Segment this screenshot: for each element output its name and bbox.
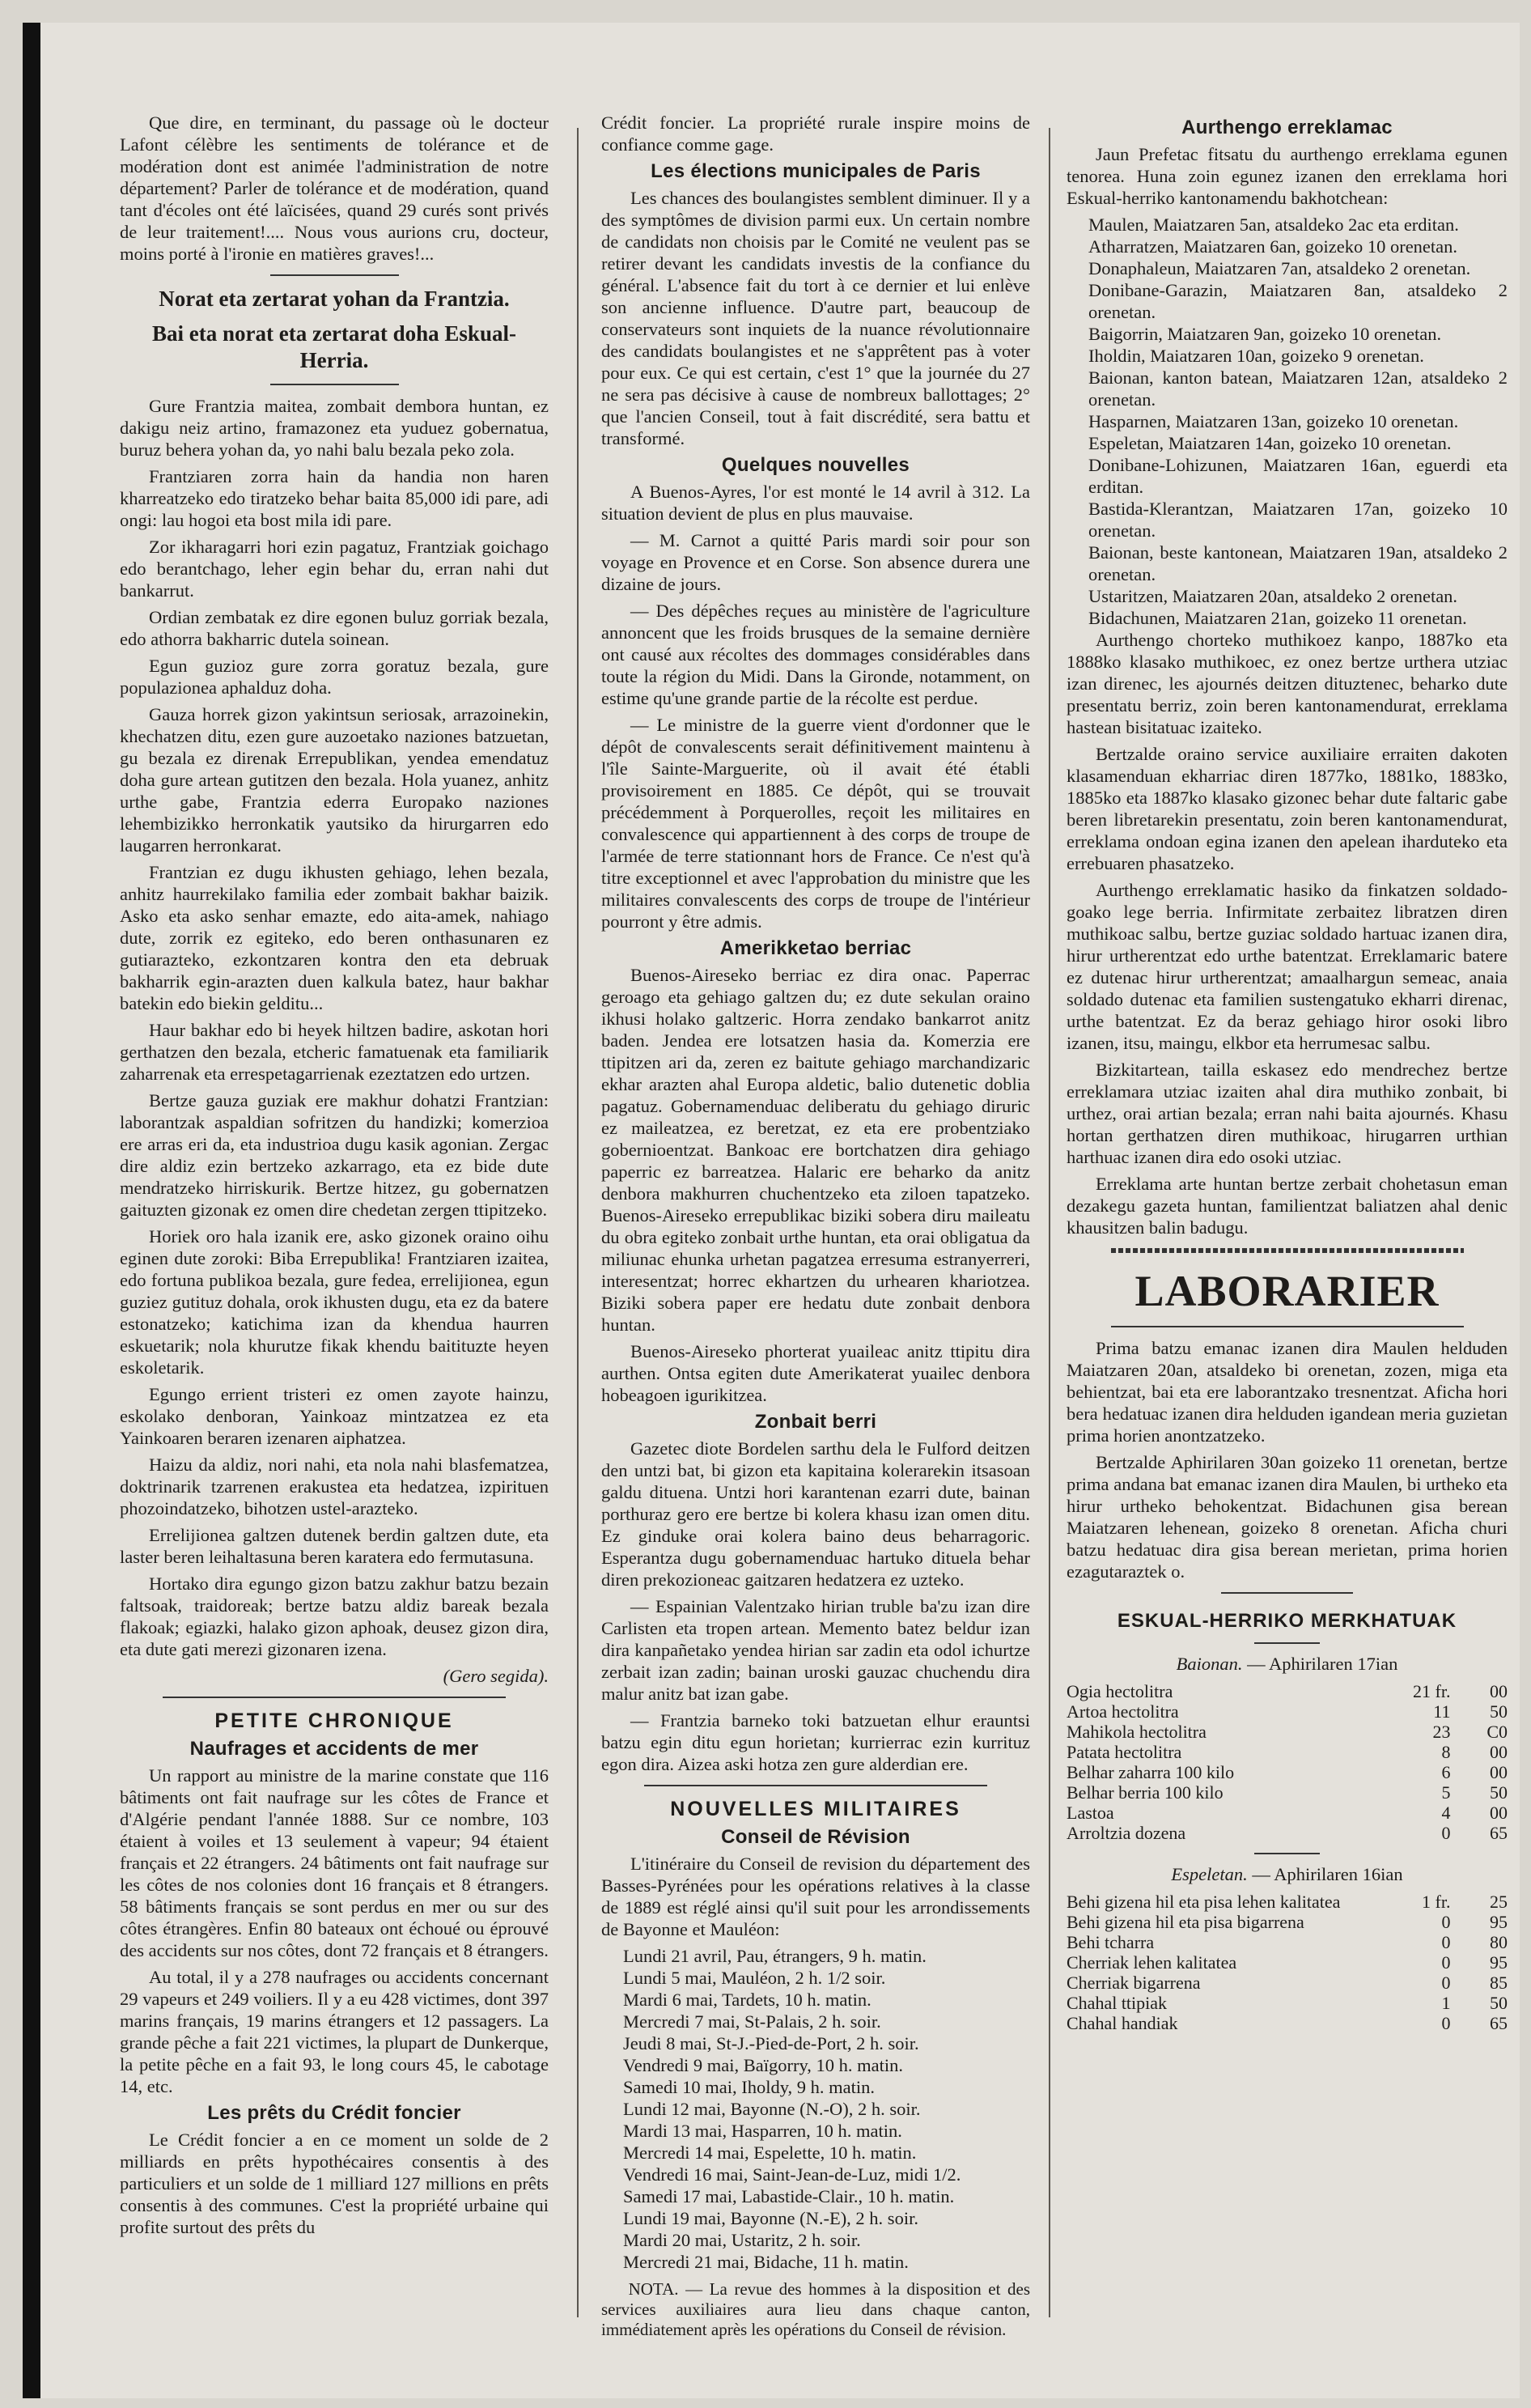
article-subtitle: Bai eta norat eta zertarat doha Eskual-Herria. bbox=[152, 321, 516, 372]
product-name: Artoa hectolitra bbox=[1067, 1701, 1179, 1722]
article-paragraph: Samedi 10 mai, Iholdy, 9 h. matin. bbox=[623, 2077, 876, 2097]
article-paragraph: Gauza horrek gizon yakintsun seriosak, arrazoinekin, khechatzen ditu, ezen gure auzoetako naziones batzuetan, gu bezala ez direnak Errepublikan, yendea emendatuz doha gure artean gutitzen den bezala. Hola yuanez, anhitz urthe gabe, Frantzia ederra Europako naziones lehembizikko herronkatik yautsiko da hirurgarren edo laugarren herronkarat. bbox=[120, 704, 549, 856]
market-place: Baionan. bbox=[1176, 1654, 1243, 1674]
article-paragraph: Buenos-Aireseko phorterat yuaileac anitz ttipitu dira aurthen. Ontsa egiten dute Amerikaterat yuailec denbora hobeagoen igurikitzea. bbox=[601, 1341, 1030, 1405]
article-paragraph: Mardi 20 mai, Ustaritz, 2 h. soir. bbox=[623, 2230, 861, 2250]
price-centimes: 00 bbox=[1490, 1803, 1508, 1823]
article-paragraph: Jaun Prefetac fitsatu du aurthengo erreklama egunen tenorea. Huna zoin egunez izanen den erreklama hori Eskual-herriko kantonamendu bakhotchean: bbox=[1067, 144, 1508, 208]
article-paragraph: Baionan, beste kantonean, Maiatzaren 19an, atsaldeko 2 orenetan. bbox=[1088, 542, 1508, 584]
column-2 bbox=[601, 112, 1030, 2350]
article-paragraph: Atharratzen, Maiatzaren 6an, goizeko 10 orenetan. bbox=[1088, 236, 1458, 257]
article-paragraph: Mercredi 21 mai, Bidache, 11 h. matin. bbox=[623, 2252, 909, 2272]
price-centimes: 25 bbox=[1490, 1892, 1508, 1912]
itinerary-list bbox=[601, 1945, 1030, 2273]
article-title: Les élections municipales de Paris bbox=[651, 160, 981, 182]
separator bbox=[1254, 1853, 1321, 1854]
article-paragraph: Aurthengo chorteko muthikoez kanpo, 1887ko eta 1888ko klasako muthikoec, ez onez bertze urthera utziac izan direnec, les ajournés deitzen dituztenec, beharko dute presentatu berriz, zoin beren kantonamendurat, erreklama hastean bisitatuac izaiteko. bbox=[1067, 630, 1508, 737]
price-centimes: 85 bbox=[1490, 1973, 1508, 1993]
article-paragraph: Mardi 6 mai, Tardets, 10 h. matin. bbox=[623, 1990, 872, 2010]
article-paragraph: Baionan, kanton batean, Maiatzaren 12an, atsaldeko 2 orenetan. bbox=[1088, 367, 1508, 410]
column-1 bbox=[120, 112, 549, 2350]
price-centimes: 95 bbox=[1490, 1912, 1508, 1932]
price-francs: 1 bbox=[1441, 1993, 1451, 2013]
article-title: Naufrages et accidents de mer bbox=[189, 1738, 479, 1760]
article-paragraph: Haur bakhar edo bi heyek hiltzen badire, askotan hori gerthatzen den bezala, etcheric famatuenak eta familiarik zaharrenak eta errespetagarrienak ezeztatzen edo urtzen. bbox=[120, 1020, 549, 1084]
separator bbox=[163, 1697, 506, 1698]
article-body bbox=[1067, 629, 1508, 1238]
article-paragraph: — Des dépêches reçues au ministère de l'agriculture annoncent que les froids brusques de la semaine dernière ont causé aux récoltes des dommages considérables dans toute la région du Midi. Dans la Gironde, notamment, on estime qu'une grande partie de la récolte est perdue. bbox=[601, 601, 1030, 708]
article-paragraph: — M. Carnot a quitté Paris mardi soir pour son voyage en Provence et en Corse. Son absence durera une dizaine de jours. bbox=[601, 530, 1030, 594]
article-paragraph: Au total, il y a 278 naufrages ou accidents concernant 29 vapeurs et 249 voiliers. Il y a eu 428 victimes, dont 397 marins français, 19 marins étrangers et 12 passagers. La grande pêche a fait 221 victimes, la plupart de Dunkerque, la petite pêche en a fait 93, le long cours 45, le cabotage 14, etc. bbox=[120, 1967, 549, 2096]
product-name: Chahal ttipiak bbox=[1067, 1993, 1168, 2013]
article-paragraph: Le Crédit foncier a en ce moment un solde de 2 milliards en prêts hypothécaires consentis à des particuliers et un solde de 1 milliard 127 millions en prêts consentis à des communes. C'est la propriété urbaine qui profite surtout des prêts du bbox=[120, 2130, 549, 2237]
article-paragraph: Lundi 5 mai, Mauléon, 2 h. 1/2 soir. bbox=[623, 1968, 886, 1988]
article-paragraph: Buenos-Aireseko berriac ez dira onac. Paperrac geroago eta gehiago galtzen du; ez dute sekulan oraino ikhusi holako galtzeric. Horra zendako bankarrot anitz baden. Jendea ere lotsatzen hasia da. Komerzia ere ttipitzen ari da, zeren ez baitute gehiago marchandizaric ekhar arazten ahal Europa aldetic, balio dutenetic doblia pagatuz. Gobernamenduac deliberatu du gehiago diruric ez maileatzea, ez beretzat, ez eta ere probentziako gobernioentzat. Bankoac ere bortchatzen dira gehiago paperric ez barreatzea. Halaric ere beharko da anitz denbora makhurren chuchentzeko eta ziloen tapatzeko. Buenos-Aireseko errepublikac biziki sobera diru maileatu du obra egiteko zonbait urthe huntan, eta orai obligatua da miliunac ehunka urhetan pagatzea erresuma estranyerreri, interesentzat; horrec ekhartzen du urhearen khariotzea. Biziki sobera paper ere hedatu dute zonbait denbora huntan. bbox=[601, 965, 1030, 1335]
article-title: Amerikketao berriac bbox=[719, 937, 912, 959]
price-francs: 0 bbox=[1441, 1912, 1451, 1932]
article-paragraph: Vendredi 9 mai, Baïgorry, 10 h. matin. bbox=[623, 2055, 903, 2075]
page-spine bbox=[23, 23, 40, 2398]
article-paragraph: Donibane-Garazin, Maiatzaren 8an, atsaldeko 2 orenetan. bbox=[1088, 280, 1508, 322]
price-centimes: 50 bbox=[1490, 1993, 1508, 2013]
price-centimes: 50 bbox=[1490, 1701, 1508, 1722]
article-paragraph: Donibane-Lohizunen, Maiatzaren 16an, eguerdi eta erditan. bbox=[1088, 455, 1508, 497]
price-francs: 6 bbox=[1441, 1762, 1451, 1782]
price-centimes: 00 bbox=[1490, 1742, 1508, 1762]
price-row bbox=[1067, 1701, 1508, 1722]
price-francs: 11 bbox=[1433, 1701, 1451, 1722]
price-centimes: 80 bbox=[1490, 1932, 1508, 1952]
article-paragraph: Hasparnen, Maiatzaren 13an, goizeko 10 orenetan. bbox=[1088, 411, 1459, 431]
price-centimes: 65 bbox=[1490, 2013, 1508, 2033]
newspaper-page bbox=[23, 23, 1520, 2398]
article-paragraph: Lundi 21 avril, Pau, étrangers, 9 h. matin. bbox=[623, 1946, 927, 1966]
article-paragraph: Baigorrin, Maiatzaren 9an, goizeko 10 orenetan. bbox=[1088, 324, 1442, 344]
price-row bbox=[1067, 1681, 1508, 1701]
separator bbox=[1111, 1248, 1464, 1253]
price-francs: 0 bbox=[1441, 1932, 1451, 1952]
article-body bbox=[601, 1438, 1030, 1775]
article-paragraph: — Frantzia barneko toki batzuetan elhur erauntsi batzu egin ditu egun horietan; kurrierrac ezin kurrituz egon dira. Aizea aski hotza zen gure alderdian ere. bbox=[601, 1710, 1030, 1774]
article-paragraph: Samedi 17 mai, Labastide-Clair., 10 h. matin. bbox=[623, 2186, 955, 2206]
price-row bbox=[1067, 1892, 1508, 1912]
price-francs: 4 bbox=[1441, 1803, 1451, 1823]
separator bbox=[1221, 1592, 1354, 1594]
article-paragraph: Les chances des boulangistes semblent diminuer. Il y a des symptômes de division parmi eux. Un certain nombre de candidats non choisis par le Comité ne veulent pas se retirer devant les candidats investis de la confiance du général. L'absence fait du tort à ce dernier et lui enlève son ancienne influence. D'autre part, beaucoup de conservateurs sont inquiets de la nuance révolutionnaire des candidats boulangistes et ne s'apprêtent pas à voter pour eux. Ce qui est certain, c'est 1° que la journée du 27 ne sera pas décisive à cause de nombreux ballottages; 2° que l'ancien Conseil, tout à fait discrédité, sera battu et transformé. bbox=[601, 188, 1030, 448]
article-paragraph: Hortako dira egungo gizon batzu zakhur batzu bezain faltsoak, traidoreak; bertze batzu aldiz bareak bezala flakoak; egiazki, halako gizon aphoak, deusez gizon dira, eta dute gati merezi gizonaren izena. bbox=[120, 1573, 549, 1659]
separator bbox=[1111, 1326, 1464, 1327]
price-row bbox=[1067, 1973, 1508, 1993]
price-row bbox=[1067, 1823, 1508, 1843]
price-row bbox=[1067, 1912, 1508, 1932]
product-name: Behi gizena hil eta pisa lehen kalitatea bbox=[1067, 1892, 1341, 1912]
price-row bbox=[1067, 1932, 1508, 1952]
article-paragraph: Vendredi 16 mai, Saint-Jean-de-Luz, midi 1/2. bbox=[623, 2164, 961, 2185]
article-body bbox=[1067, 1337, 1508, 1582]
market-date: — Aphirilaren 17ian bbox=[1247, 1654, 1398, 1674]
article-paragraph: Ustaritzen, Maiatzaren 20an, atsaldeko 2 orenetan. bbox=[1088, 586, 1458, 606]
price-centimes: 95 bbox=[1490, 1952, 1508, 1973]
article-paragraph: Bastida-Klerantzan, Maiatzaren 17an, goizeko 10 orenetan. bbox=[1088, 499, 1508, 541]
article-title: Zonbait berri bbox=[754, 1411, 877, 1433]
article-paragraph: Gazetec diote Bordelen sarthu dela le Fulford deitzen den untzi bat, bi gizon eta kapitaina kolerarekin itsasoan galdu dituena. Untzi hori karantenan ezarri dute, bainan porthuraz gero ere bertze bi kolera khasu izan omen ditu. Ez ginduke orai kolera baino deus beharragoric. Esperantza dugu gobernamenduac hartuko dituela behar diren prekozioneac gaitzaren hedatzera ez uzteko. bbox=[601, 1438, 1030, 1590]
separator bbox=[270, 274, 399, 276]
product-name: Behi gizena hil eta pisa bigarrena bbox=[1067, 1912, 1304, 1932]
article-paragraph: Iholdin, Maiatzaren 10an, goizeko 9 orenetan. bbox=[1088, 346, 1424, 366]
price-francs: 8 bbox=[1441, 1742, 1451, 1762]
price-row bbox=[1067, 1742, 1508, 1762]
article-paragraph: Espeletan, Maiatzaren 14an, goizeko 10 orenetan. bbox=[1088, 433, 1452, 453]
product-name: Arroltzia dozena bbox=[1067, 1823, 1186, 1843]
product-name: Lastoa bbox=[1067, 1803, 1114, 1823]
price-centimes: C0 bbox=[1486, 1722, 1508, 1742]
article-title: Quelques nouvelles bbox=[721, 454, 910, 476]
price-francs: 5 bbox=[1441, 1782, 1451, 1803]
article-paragraph: Crédit foncier. La propriété rurale inspire moins de confiance comme gage. bbox=[601, 113, 1030, 155]
market-heading bbox=[1067, 1864, 1508, 1885]
price-centimes: 50 bbox=[1490, 1782, 1508, 1803]
article-paragraph: Prima batzu emanac izanen dira Maulen helduden Maiatzaren 20an, atsaldeko bi orenetan, zozen, miga eta behientzat, bai eta ere laborantzako tresnentzat. Aficha hori bera hedatuac izanen dira helduden igandean meria guzietan prima horien anontzatzeko. bbox=[1067, 1338, 1508, 1446]
article-paragraph: Frantziaren zorra hain da handia non haren kharreatzeko edo tiratzeko behar baita 85,000 idi pare, adi ongi: lau hogoi eta bost mila idi pare. bbox=[120, 466, 549, 530]
product-name: Belhar zaharra 100 kilo bbox=[1067, 1762, 1235, 1782]
article-paragraph: Egungo errient tristeri ez omen zayote hainzu, eskolako denboran, Yainkoaz mintzatzea ez eta Yainkoaren beraren izenaren aiphatzea. bbox=[120, 1384, 549, 1448]
price-francs: 1 fr. bbox=[1422, 1892, 1451, 1912]
price-francs: 0 bbox=[1441, 2013, 1451, 2033]
markets-title: ESKUAL-HERRIKO MERKHATUAK bbox=[1117, 1610, 1457, 1632]
price-row bbox=[1067, 1762, 1508, 1782]
product-name: Patata hectolitra bbox=[1067, 1742, 1182, 1762]
article-paragraph: Bizkitartean, tailla eskasez edo mendrechez bertze erreklamara utziac izaiten ahal dira muthiko zonbait, bi urthez, orai artian bezala; erran nahi baita ajournés. Khasu hortan gerthatzen diren muthikoac, hirugarren urthian harthuac izanen dira edo osoki utziac. bbox=[1067, 1060, 1508, 1167]
article-title: Conseil de Révision bbox=[721, 1826, 910, 1848]
price-row bbox=[1067, 1952, 1508, 1973]
article-paragraph: Horiek oro hala izanik ere, asko gizonek oraino oihu eginen dute zoroki: Biba Errepublika! Frantziaren izaitea, edo fortuna publikoa bezala, gure fedea, errelijionea, egun guziez gutituz dohala, orok ikhusten dugu, eta ez da batere estonatzeko; katichima izan da khendua haurren eskuetarik; nola khurutze fikak khendu baitituzte heyen eskoletarik. bbox=[120, 1226, 549, 1378]
market-place: Espeletan. bbox=[1171, 1864, 1248, 1884]
price-francs: 23 bbox=[1432, 1722, 1451, 1742]
price-centimes: 00 bbox=[1490, 1762, 1508, 1782]
article-paragraph: A Buenos-Ayres, l'or est monté le 14 avril à 312. La situation devient de plus en plus mauvaise. bbox=[601, 482, 1030, 524]
article-paragraph: Bertze gauza guziak ere makhur dohatzi Frantzian: laborantzak aspaldian sofritzen du handizki; komerzioa ere arras eri da, eta industrioa dugu kasik agonian. Zergac dire aldiz ezin bertzeko azkarrago, eta ez bide dute mendratzeko hirriskurik. Bertze hitzez, gu gobernatzen gaituzten gizonak ez omen dire chedetan zergen ttipitzeko. bbox=[120, 1090, 549, 1220]
price-francs: 0 bbox=[1441, 1973, 1451, 1993]
product-name: Mahikola hectolitra bbox=[1067, 1722, 1207, 1742]
article-paragraph: Lundi 12 mai, Bayonne (N.-O), 2 h. soir. bbox=[623, 2099, 921, 2119]
separator bbox=[1254, 1642, 1321, 1644]
nota-paragraph: NOTA. — La revue des hommes à la disposition et des services auxiliaires aura lieu dans chaque canton, immédiatement après les opérations du Conseil de révision. bbox=[601, 2279, 1030, 2339]
schedule-list bbox=[1067, 214, 1508, 629]
article-body bbox=[120, 1765, 549, 2097]
article-paragraph: Mercredi 14 mai, Espelette, 10 h. matin. bbox=[623, 2143, 917, 2163]
article-paragraph: Gure Frantzia maitea, zombait dembora huntan, ez dakigu neiz artino, framazonez eta yuduez gobernatua, buruz behera yohan da, yo nahi balu bezala peko zola. bbox=[120, 396, 549, 460]
price-francs: 0 bbox=[1441, 1952, 1451, 1973]
separator bbox=[270, 384, 399, 385]
price-francs: 21 fr. bbox=[1413, 1681, 1451, 1701]
article-paragraph: Frantzian ez dugu ikhusten gehiago, lehen bezala, anhitz haurrekilako familia eder zombait bakhar baizik. Asko eta asko senhar emazte, edo aita-amek, nahiago dute, zorrik ez egiteko, edo beren onthasunaren ez gutiarazteko, ezkontzaren kontra den eta debruak bakharrik egin-arazten duen kalkula batez, haur bakhar batekin edo biekin gelditu... bbox=[120, 862, 549, 1013]
article-paragraph: Egun guzioz gure zorra goratuz bezala, gure populazionea aphalduz doha. bbox=[120, 656, 549, 698]
article-paragraph: — Espainian Valentzako hirian truble ba'zu izan dire Carlisten eta tropen artean. Memento batez beldur izan dira kanpañetako yendea hirian sar zadin eta odol ichurtze zerbait izan zadin; bainan uroski gauzac chuchendu dira malur anitz bat izan gabe. bbox=[601, 1596, 1030, 1704]
intro-paragraph: Que dire, en terminant, du passage où le docteur Lafont célèbre les sentiments de tolérance et de modération dont est animée l'administration de notre département? Parler de tolérance et de modération, quand tant d'écoles ont été laïcisées, quand 29 curés sont privés de leur traitement!.... Nous vous aurions cru, docteur, moins porté à l'ironie en matières graves!... bbox=[120, 113, 549, 264]
article-body bbox=[120, 395, 549, 1660]
article-paragraph: Aurthengo erreklamatic hasiko da finkatzen soldado-goako lege berria. Infirmitate zerbaitez libratzen diren muthikoac salbu, bertze guziac soldado hartuac izanen dira, hirur urtherentzat edo urthe batentzat. Erreklamaric batere ez dutenac hirur urtherentzat; amaalhargun semeac, anaia soldado dutenac eta familien sustengatuko ekharri direnac, urthe batentzat. Ez da beraz gehiago hiror osoki libro izanen, itsu, maingu, elkbor eta herrumesac salbu. bbox=[1067, 880, 1508, 1053]
section-masthead: LABORARIER bbox=[1134, 1267, 1440, 1315]
article-paragraph: Donaphaleun, Maiatzaren 7an, atsaldeko 2 orenetan. bbox=[1088, 258, 1471, 278]
article-paragraph: Haizu da aldiz, nori nahi, eta nola nahi blasfematzea, doktrinarik tzarrenen erakustea eta hedatzea, izpirituen phozoindatzeko, bihotzen ustel-arazteko. bbox=[120, 1455, 549, 1518]
column-3 bbox=[1067, 112, 1508, 2350]
product-name: Ogia hectolitra bbox=[1067, 1681, 1173, 1701]
article-paragraph: Mardi 13 mai, Hasparren, 10 h. matin. bbox=[623, 2121, 902, 2141]
article-title: Aurthengo erreklamac bbox=[1181, 117, 1393, 138]
article-paragraph: Zor ikharagarri hori ezin pagatuz, Frantziak goichago edo berantchago, leher egin behar du, erran nahi dut bankarrut. bbox=[120, 537, 549, 601]
separator bbox=[644, 1785, 987, 1786]
article-paragraph: Erreklama arte huntan bertze zerbait chohetasun eman dezakegu gazeta huntan, familientzat baliatzen ahal denic khausitzen balin badugu. bbox=[1067, 1174, 1508, 1238]
article-paragraph: Jeudi 8 mai, St-J.-Pied-de-Port, 2 h. soir. bbox=[623, 2033, 919, 2053]
article-paragraph: Bertzalde oraino service auxiliaire erraiten dakoten klasamenduan ekharriac diren 1877ko, 1881ko, 1883ko, 1885ko eta 1887ko klasako gizonec behar dute faltaric gabe beren libretarekin presentatu, zoin beren kantonamendurat, erreklama ondoan egina izanen den apelean iharduteko eta errebuaren phasatzeko. bbox=[1067, 744, 1508, 873]
article-body bbox=[601, 481, 1030, 932]
signature: (Gero segida). bbox=[443, 1666, 549, 1686]
price-table bbox=[1067, 1681, 1508, 1843]
price-centimes: 65 bbox=[1490, 1823, 1508, 1843]
article-paragraph: Bertzalde Aphirilaren 30an goizeko 11 orenetan, bertze prima andana bat emanac izanen dira Maulen, bi urtheko eta hirur urtheko behokentzat. Bidachunen gisa berean Maiatzaren lehenean, goizeko 8 orenetan. Aficha churi batzu hedatuac dira gisa berean merietan, prima horien ezagutaraztek o. bbox=[1067, 1452, 1508, 1582]
price-row bbox=[1067, 1782, 1508, 1803]
article-paragraph: Ordian zembatak ez dire egonen buluz gorriak bezala, edo athorra bakharric dutela soinean. bbox=[120, 607, 549, 649]
section-heading: PETITE CHRONIQUE bbox=[214, 1709, 454, 1732]
article-title: Les prêts du Crédit foncier bbox=[207, 2102, 461, 2124]
article-title: Norat eta zertarat yohan da Frantzia. bbox=[159, 287, 510, 311]
article-paragraph: Bidachunen, Maiatzaren 21an, goizeko 11 orenetan. bbox=[1088, 608, 1467, 628]
market-heading bbox=[1067, 1654, 1508, 1675]
product-name: Cherriak bigarrena bbox=[1067, 1973, 1201, 1993]
section-heading: NOUVELLES MILITAIRES bbox=[670, 1798, 961, 1820]
price-centimes: 00 bbox=[1490, 1681, 1508, 1701]
price-francs: 0 bbox=[1441, 1823, 1451, 1843]
price-row bbox=[1067, 1993, 1508, 2013]
article-paragraph: L'itinéraire du Conseil de revision du département des Basses-Pyrénées pour les opérations relatives à la classe de 1889 est réglé ainsi qu'il suit pour les arrondissements de Bayonne et Mauléon: bbox=[601, 1854, 1030, 1939]
price-row bbox=[1067, 1722, 1508, 1742]
price-table bbox=[1067, 1892, 1508, 2033]
article-paragraph: Errelijionea galtzen dutenek berdin galtzen dute, eta laster beren leihaltasuna beren karatera edo fermutasuna. bbox=[120, 1525, 549, 1567]
article-paragraph: Mercredi 7 mai, St-Palais, 2 h. soir. bbox=[623, 2011, 881, 2032]
article-paragraph: — Le ministre de la guerre vient d'ordonner que le dépôt de convalescents serait définitivement maintenu à l'île Sainte-Marguerite, où il avait été établi provisoirement en 1885. Ce dépôt, qui se trouvait précédemment à Porquerolles, reçoit les militaires en convalescence qui appartiennent à des corps de troupe de l'armée de terre stationnant hors de France. Ce n'est qu'à titre exceptionnel et avec l'approbation du ministre que les militaires convalescents des corps de troupe de l'intérieur pourront y être admis. bbox=[601, 715, 1030, 932]
price-row bbox=[1067, 1803, 1508, 1823]
column-rule bbox=[577, 128, 579, 2317]
market-date: — Aphirilaren 16ian bbox=[1252, 1864, 1403, 1884]
column-rule bbox=[1049, 128, 1050, 2317]
article-paragraph: Lundi 19 mai, Bayonne (N.-E), 2 h. soir. bbox=[623, 2208, 918, 2228]
product-name: Behi tcharra bbox=[1067, 1932, 1155, 1952]
product-name: Chahal handiak bbox=[1067, 2013, 1178, 2033]
article-paragraph: Un rapport au ministre de la marine constate que 116 bâtiments ont fait naufrage sur les côtes de France et d'Algérie pendant l'année 1888. Sur ce nombre, 103 étaient à voiles et 13 seulement à vapeur; 94 étaient français et 22 étrangers. 24 bâtiments ont fait naufrage sur les côtes de nos colonies dont 16 français et 8 étrangers. 58 bâtiments français se sont perdus en mer ou sur des côtes étrangères. Enfin 80 bateaux ont échoué ou éprouvé des accidents sur nos côtes, dont 72 français et 8 étrangers. bbox=[120, 1765, 549, 1960]
product-name: Cherriak lehen kalitatea bbox=[1067, 1952, 1237, 1973]
price-row bbox=[1067, 2013, 1508, 2033]
product-name: Belhar berria 100 kilo bbox=[1067, 1782, 1224, 1803]
article-paragraph: Maulen, Maiatzaren 5an, atsaldeko 2ac eta erditan. bbox=[1088, 214, 1459, 235]
